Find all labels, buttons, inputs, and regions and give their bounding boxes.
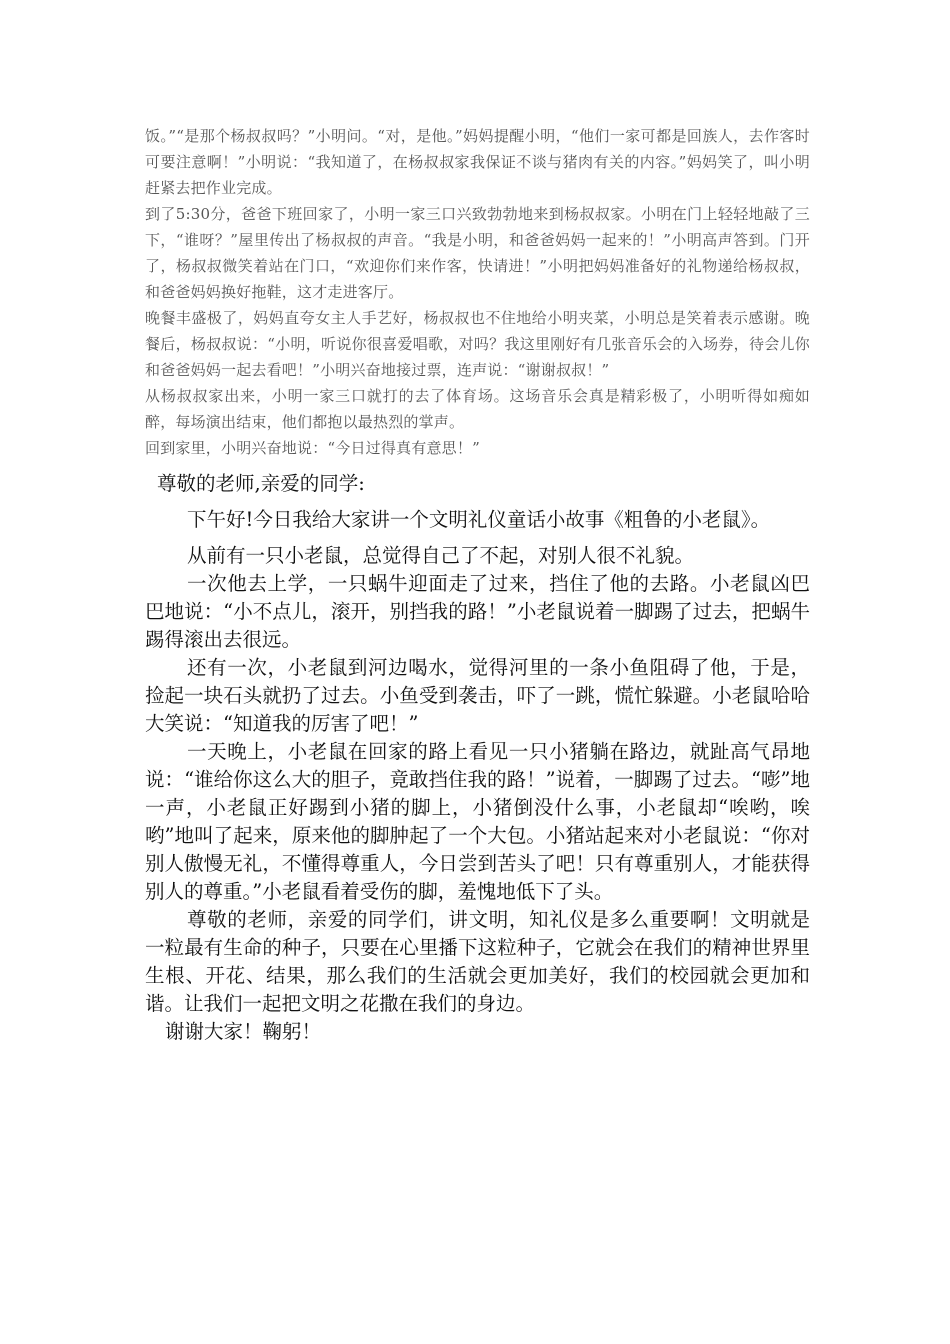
speech-paragraph: 从前有一只小老鼠，总觉得自己了不起，对别人很不礼貌。 [187,544,695,567]
story-section [145,123,810,461]
speech-section [145,470,810,1046]
story-paragraph: 到了5:30分，爸爸下班回家了，小明一家三口兴致勃勃地来到杨叔叔家。小明在门上轻轻地敲了三下，“谁呀？”屋里传出了杨叔叔的声音。“我是小明，和爸爸妈妈一起来的！”小明高声答到。门开了，杨叔叔微笑着站在门口，“欢迎你们来作客，快请进！”小明把妈妈准备好的礼物递给杨叔叔，和爸爸妈妈换好拖鞋，这才走进客厅。 [145,205,810,301]
speech-intro: 下午好!今日我给大家讲一个文明礼仪童话小故事《粗鲁的小老鼠》。 [187,508,771,531]
speech-paragraph: 尊敬的老师，亲爱的同学们，讲文明，知礼仪是多么重要啊！文明就是一粒最有生命的种子，只要在心里播下这粒种子，它就会在我们的精神世界里生根、开花、结果，那么我们的生活就会更加美好，我们的校园就会更加和谐。让我们一起把文明之花撒在我们的身边。 [145,908,810,1015]
story-paragraph: 回到家里，小明兴奋地说：“今日过得真有意思！” [145,439,480,457]
speech-paragraph: 还有一次，小老鼠到河边喝水，觉得河里的一条小鱼阻碍了他，于是，捡起一块石头就扔了过去。小鱼受到袭击，吓了一跳，慌忙躲避。小老鼠哈哈大笑说：“知道我的厉害了吧！” [145,656,810,735]
speech-closing: 谢谢大家！鞠躬！ [165,1020,322,1043]
speech-paragraph: 一天晚上，小老鼠在回家的路上看见一只小猪躺在路边，就趾高气昂地说：“谁给你这么大的胆子，竟敢挡住我的路！”说着，一脚踢了过去。“嘭”地一声，小老鼠正好踢到小猪的脚上，小猪倒没什么事，小老鼠却“唉哟，唉哟”地叫了起来，原来他的脚肿起了一个大包。小猪站起来对小老鼠说：“你对别人傲慢无礼，不懂得尊重人，今日尝到苦头了吧！只有尊重别人，才能获得别人的尊重。”小老鼠看着受伤的脚，羞愧地低下了头。 [145,740,810,903]
speech-paragraph: 一次他去上学，一只蜗牛迎面走了过来，挡住了他的去路。小老鼠凶巴巴地说：“小不点儿，滚开，别挡我的路！”小老鼠说着一脚踢了过去，把蜗牛踢得滚出去很远。 [145,572,810,651]
story-paragraph: 从杨叔叔家出来，小明一家三口就打的去了体育场。这场音乐会真是精彩极了，小明听得如痴如醉，每场演出结束，他们都抱以最热烈的掌声。 [145,387,810,431]
story-paragraph: 饭。”“是那个杨叔叔吗？”小明问。“对，是他。”妈妈提醒小明，“他们一家可都是回族人，去作客时可要注意啊！”小明说：“我知道了，在杨叔叔家我保证不谈与猪肉有关的内容。”妈妈笑了，叫小明赶紧去把作业完成。 [145,127,810,197]
story-paragraph: 晚餐丰盛极了，妈妈直夸女主人手艺好，杨叔叔也不住地给小明夹菜，小明总是笑着表示感谢。晚餐后，杨叔叔说：“小明，听说你很喜爱唱歌，对吗？我这里刚好有几张音乐会的入场券，待会儿你和爸爸妈妈一起去看吧！”小明兴奋地接过票，连声说：“谢谢叔叔！” [145,309,810,379]
speech-greeting: 尊敬的老师,亲爱的同学: [157,472,365,495]
